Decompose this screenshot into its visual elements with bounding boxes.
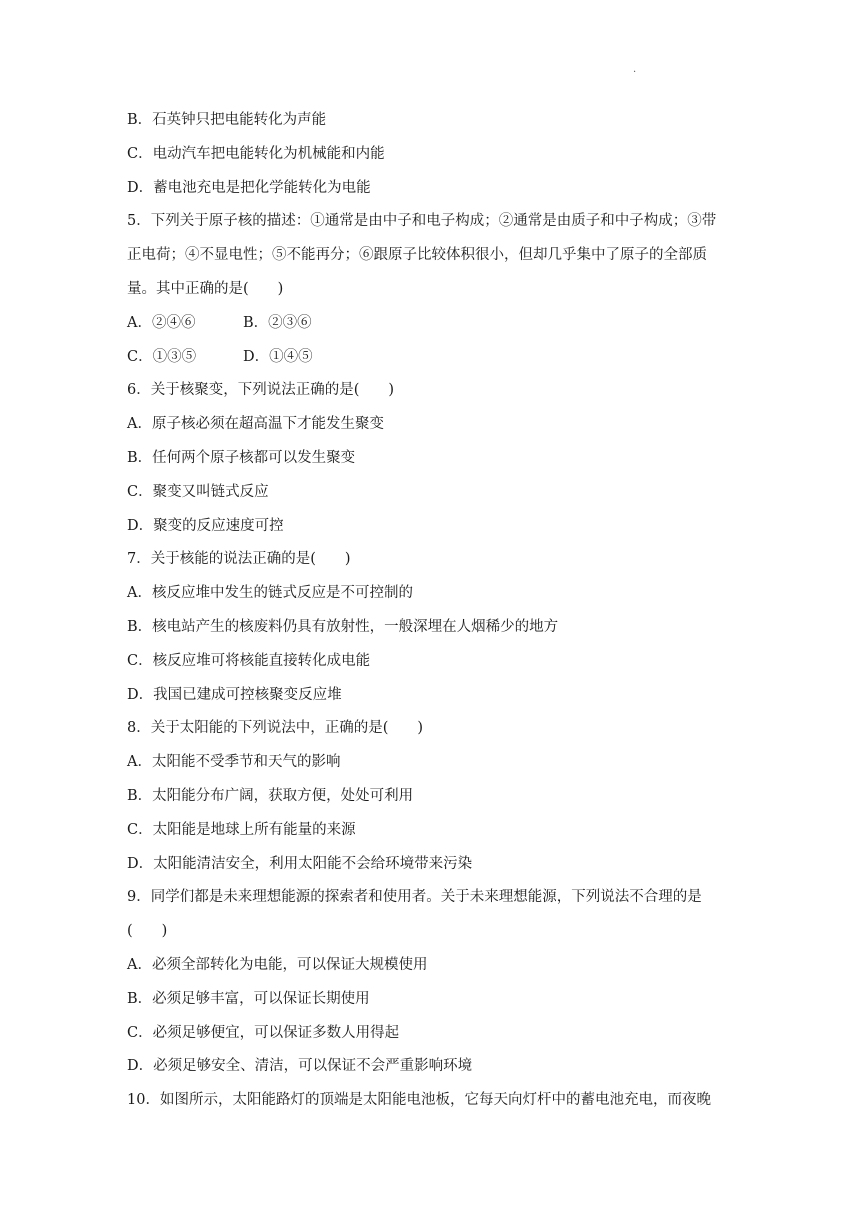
question-5-options-row <box>127 311 737 345</box>
option-line: C．太阳能是地球上所有能量的来源 <box>127 821 356 838</box>
option-line: C．必须足够便宜，可以保证多数人用得起 <box>127 1024 400 1041</box>
option-line: A．核反应堆中发生的链式反应是不可控制的 <box>127 585 413 602</box>
text-line: D．蓄电池充电是把化学能转化为电能 <box>127 179 371 196</box>
option-c: C．①③⑤ <box>127 348 197 365</box>
option-line: D．我国已建成可控核聚变反应堆 <box>127 686 342 703</box>
option-line: A．必须全部转化为电能，可以保证大规模使用 <box>127 956 428 973</box>
question-9-stem: 9．同学们都是未来理想能源的探索者和使用者。关于未来理想能源，下列说法不合理的是 <box>127 889 702 906</box>
option-line: A．太阳能不受季节和天气的影响 <box>127 754 341 771</box>
option-b: B．②③⑥ <box>243 314 312 331</box>
header-mark: . <box>633 64 637 75</box>
option-line: D．太阳能清洁安全，利用太阳能不会给环境带来污染 <box>127 855 473 872</box>
option-line: B．核电站产生的核废料仍具有放射性，一般深埋在人烟稀少的地方 <box>127 618 559 635</box>
question-5-stem: 正电荷；④不显电性；⑤不能再分；⑥跟原子比较体积很小，但却几乎集中了原子的全部质 <box>127 247 707 264</box>
question-8-stem: 8．关于太阳能的下列说法中，正确的是( ) <box>127 720 424 737</box>
question-5-stem: 量。其中正确的是( ) <box>127 280 284 297</box>
option-line: B．太阳能分布广阔，获取方便，处处可利用 <box>127 787 414 804</box>
text-line: C．电动汽车把电能转化为机械能和内能 <box>127 145 385 162</box>
option-line: D．聚变的反应速度可控 <box>127 517 284 534</box>
option-a: A．②④⑥ <box>127 314 196 331</box>
question-10-stem: 10．如图所示，太阳能路灯的顶端是太阳能电池板，它每天向灯杆中的蓄电池充电，而夜晚 <box>127 1092 711 1109</box>
question-9-stem: ( ) <box>127 923 168 940</box>
option-line: D．必须足够安全、清洁，可以保证不会严重影响环境 <box>127 1058 473 1075</box>
option-line: C．聚变又叫链式反应 <box>127 483 269 500</box>
option-d: D．①④⑤ <box>243 348 313 365</box>
text-line: B．石英钟只把电能转化为声能 <box>127 112 327 128</box>
question-5-options-row <box>127 345 737 379</box>
question-content <box>127 108 737 1112</box>
question-6-stem: 6．关于核聚变，下列说法正确的是( ) <box>127 382 395 399</box>
option-line: B．必须足够丰富，可以保证长期使用 <box>127 990 370 1007</box>
question-7-stem: 7．关于核能的说法正确的是( ) <box>127 551 351 568</box>
option-line: B．任何两个原子核都可以发生聚变 <box>127 449 356 466</box>
option-line: A．原子核必须在超高温下才能发生聚变 <box>127 416 384 433</box>
option-line: C．核反应堆可将核能直接转化成电能 <box>127 652 371 669</box>
question-5-stem: 5．下列关于原子核的描述：①通常是由中子和电子构成；②通常是由质子和中子构成；③带 <box>127 213 717 230</box>
